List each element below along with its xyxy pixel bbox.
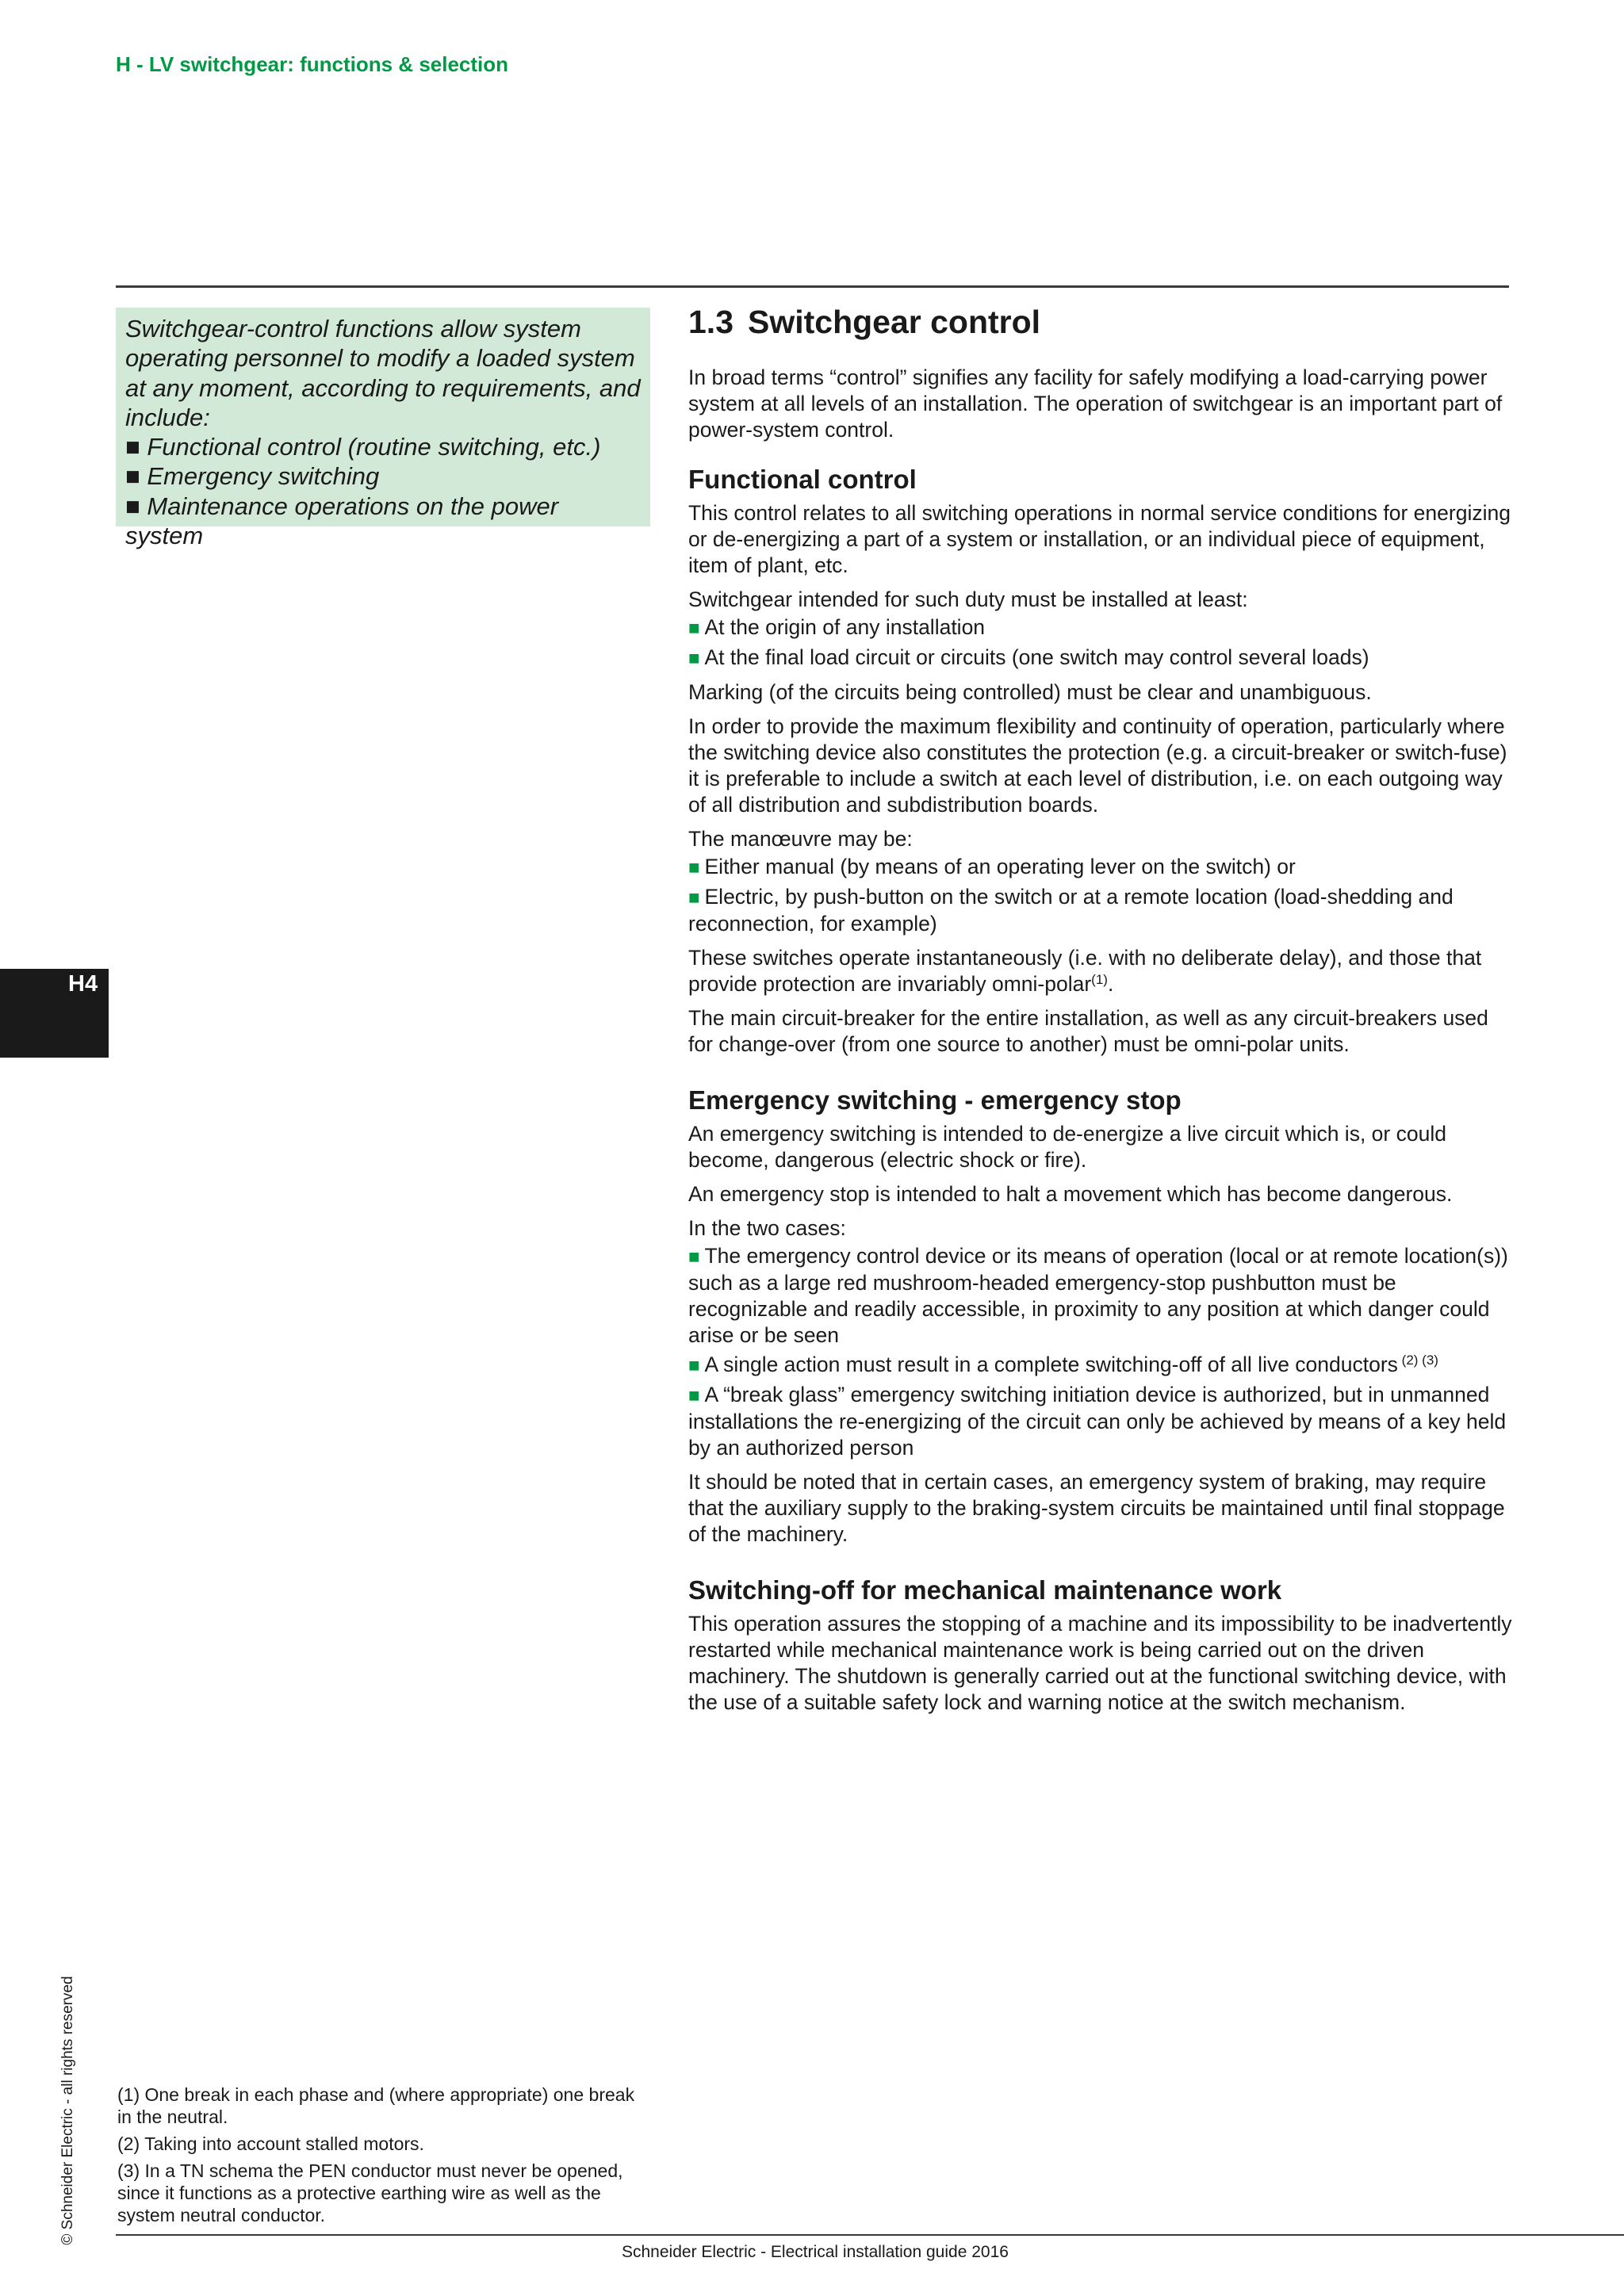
green-square-bullet-icon: ■ <box>688 618 700 639</box>
section-number: 1.3 <box>688 304 733 340</box>
maintenance-heading: Switching-off for mechanical maintenance work <box>688 1575 1282 1605</box>
footnote-ref: (1) <box>1091 972 1108 987</box>
list-item: ■ A “break glass” emergency switching initiation device is authorized, but in unmanned installations the re-energizing of the circuit can only be achieved by means of a key held by an authorized person <box>688 1383 1507 1460</box>
paragraph: This control relates to all switching operations in normal service conditions for energizing or de-energizing a part of a system or installation, or an individual piece of equipment, item of plant, etc. <box>688 501 1511 577</box>
footnote-ref: (2) (3) <box>1397 1353 1438 1368</box>
paragraph: An emergency switching is intended to de-energize a live circuit which is, or could become, dangerous (electric shock or fire). <box>688 1122 1446 1172</box>
list-item: ■ At the final load circuit or circuits (one switch may control several loads) <box>688 645 1369 669</box>
square-bullet-icon: ■ <box>125 462 140 491</box>
paragraph: Marking (of the circuits being controlled) must be clear and unambiguous. <box>688 680 1372 704</box>
summary-box <box>116 308 650 550</box>
footnotes <box>117 2084 647 2231</box>
page-number-tab <box>0 969 109 1058</box>
summary-list <box>125 432 641 550</box>
summary-item: ■ Maintenance operations on the power system <box>125 492 559 550</box>
top-divider <box>116 285 1509 288</box>
green-square-bullet-icon: ■ <box>688 857 700 878</box>
footnote: (2) Taking into account stalled motors. <box>117 2133 424 2154</box>
square-bullet-icon: ■ <box>125 492 140 520</box>
paragraph: The manœuvre may be: <box>688 827 913 851</box>
copyright-notice: © Schneider Electric - all rights reserved <box>59 1976 76 2245</box>
list-item: ■ A single action must result in a complete switching-off of all live conductors $^{(2) (3)}$ <box>688 1353 1438 1376</box>
emergency-requirements-list <box>688 1243 1513 1461</box>
list-item: ■ Electric, by push-button on the switch or at a remote location (load-shedding and reconnection, for example) <box>688 885 1454 936</box>
bottom-divider <box>116 2234 1624 2236</box>
list-item: ■ The emergency control device or its means of operation (local or at remote location(s)) such as a large red mushroom-headed emergency-stop pushbutton must be recognizable and readily accessible, in proximity to any position at which danger could arise or be seen <box>688 1244 1508 1347</box>
paragraph: Switchgear intended for such duty must be installed at least: <box>688 587 1248 611</box>
summary-intro: Switchgear-control functions allow system operating personnel to modify a loaded system at any moment, according to requirements, and include: <box>125 315 641 431</box>
manoeuvre-list <box>688 854 1513 937</box>
footnote: (1) One break in each phase and (where appropriate) one break in the neutral. <box>117 2084 635 2127</box>
chapter-header: H - LV switchgear: functions & selection <box>116 52 509 76</box>
list-item: ■ Either manual (by means of an operating lever on the switch) or <box>688 855 1296 878</box>
section-title <box>688 301 1513 342</box>
page-number: H4 <box>68 971 98 997</box>
green-square-bullet-icon: ■ <box>688 887 700 909</box>
page-footer: Schneider Electric - Electrical installation guide 2016 <box>622 2243 1009 2261</box>
green-square-bullet-icon: ■ <box>688 648 700 669</box>
paragraph: It should be noted that in certain cases, an emergency system of braking, may require that the auxiliary supply to the braking-system circuits be maintained until final stoppage of the machinery. <box>688 1470 1505 1546</box>
paragraph: In order to provide the maximum flexibility and continuity of operation, particularly where the switching device also constitutes the protection (e.g. a circuit-breaker or switch-fuse) it is preferable to include a switch at each level of distribution, i.e. on each outgoing way of all distribution and subdistribution boards. <box>688 714 1507 817</box>
paragraph: The main circuit-breaker for the entire installation, as well as any circuit-breakers used for change-over (from one source to another) must be omni-polar units. <box>688 1006 1488 1056</box>
footnote: (3) In a TN schema the PEN conductor must never be opened, since it functions as a protective earthing wire as well as the system neutral conductor. <box>117 2160 623 2225</box>
functional-control-heading: Functional control <box>688 465 917 494</box>
paragraph: These switches operate instantaneously (i.e. with no deliberate delay), and those that provide protection are invariably omni-polar$^{(1)}$. <box>688 946 1482 996</box>
green-square-bullet-icon: ■ <box>688 1246 700 1268</box>
emergency-switching-heading: Emergency switching - emergency stop <box>688 1085 1182 1115</box>
paragraph: An emergency stop is intended to halt a movement which has become dangerous. <box>688 1182 1453 1206</box>
green-square-bullet-icon: ■ <box>688 1355 700 1376</box>
intro-paragraph: In broad terms “control” signifies any facility for safely modifying a load-carrying power system at all levels of an installation. The operation of switchgear is an important part of power-system control. <box>688 365 1503 442</box>
paragraph: This operation assures the stopping of a machine and its impossibility to be inadvertently restarted while mechanical maintenance work is being carried out on the driven machinery. The shutdown is generally carried out at the functional switching device, with the use of a suitable safety lock and warning notice at the switch mechanism. <box>688 1612 1512 1714</box>
list-item: ■ At the origin of any installation <box>688 615 986 639</box>
summary-item: ■ Functional control (routine switching, etc.) <box>125 433 601 461</box>
installation-points-list <box>688 614 1513 672</box>
section-title-text: Switchgear control <box>748 304 1041 340</box>
square-bullet-icon: ■ <box>125 433 140 461</box>
main-content <box>688 301 1513 1724</box>
green-square-bullet-icon: ■ <box>688 1385 700 1406</box>
summary-item: ■ Emergency switching <box>125 462 380 491</box>
paragraph: In the two cases: <box>688 1216 846 1240</box>
